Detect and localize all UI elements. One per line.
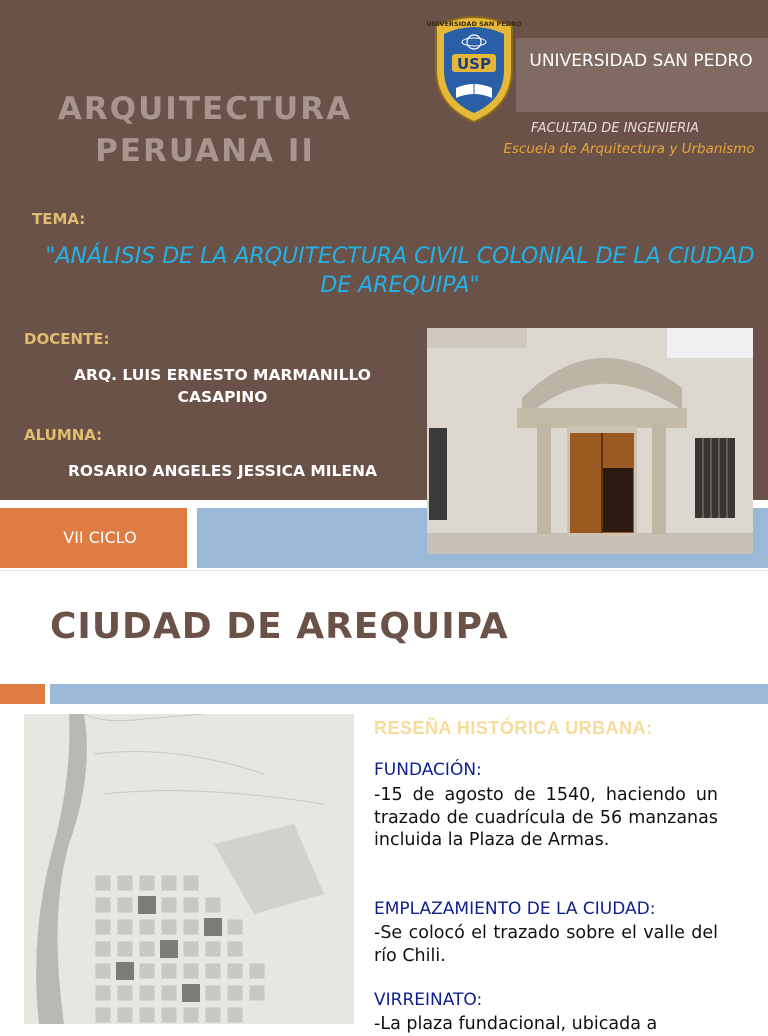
university-name: UNIVERSIDAD SAN PEDRO <box>529 51 753 71</box>
accent-bar-orange <box>0 684 45 704</box>
ciclo-label: VII CICLO <box>63 528 137 547</box>
colonial-doorway-photo <box>427 328 753 554</box>
heading-emplazamiento: EMPLAZAMIENTO DE LA CIUDAD: <box>374 899 656 919</box>
text-virreinato: -La plaza fundacional, ubicada a <box>374 1014 658 1034</box>
school-label: Escuela de Arquitectura y Urbanismo <box>503 141 755 157</box>
tema-text: "ANÁLISIS DE LA ARQUITECTURA CIVIL COLONIAL DE LA CIUDAD DE AREQUIPA" <box>45 244 755 298</box>
accent-bar-blue <box>50 684 768 704</box>
docente-label: DOCENTE: <box>24 330 110 348</box>
heading-fundacion: FUNDACIÓN: <box>374 760 482 780</box>
text-fundacion: -15 de agosto de 1540, haciendo un trazado de cuadrícula de 56 manzanas incluida la Plaza de Armas. <box>374 785 718 850</box>
historic-city-map <box>24 714 354 1024</box>
heading-virreinato: VIRREINATO: <box>374 990 483 1010</box>
alumna-label: ALUMNA: <box>24 426 103 444</box>
alumna-name: ROSARIO ANGELES JESSICA MILENA <box>68 462 377 480</box>
logo-initials: USP <box>457 55 491 73</box>
section-subtitle: RESEÑA HISTÓRICA URBANA: <box>374 718 653 738</box>
docente-name: ARQ. LUIS ERNESTO MARMANILLO CASAPINO <box>74 366 371 406</box>
university-logo <box>426 10 522 124</box>
tema-label: TEMA: <box>32 210 86 228</box>
slide-title: CIUDAD DE AREQUIPA <box>50 606 509 647</box>
presentation-title: ARQUITECTURA PERUANA II <box>57 91 353 169</box>
slide-separator <box>0 570 768 571</box>
faculty-label: FACULTAD DE INGENIERIA <box>530 121 700 136</box>
text-emplazamiento: -Se colocó el trazado sobre el valle del río Chili. <box>374 923 718 966</box>
logo-text: UNIVERSIDAD SAN PEDRO <box>426 20 522 28</box>
